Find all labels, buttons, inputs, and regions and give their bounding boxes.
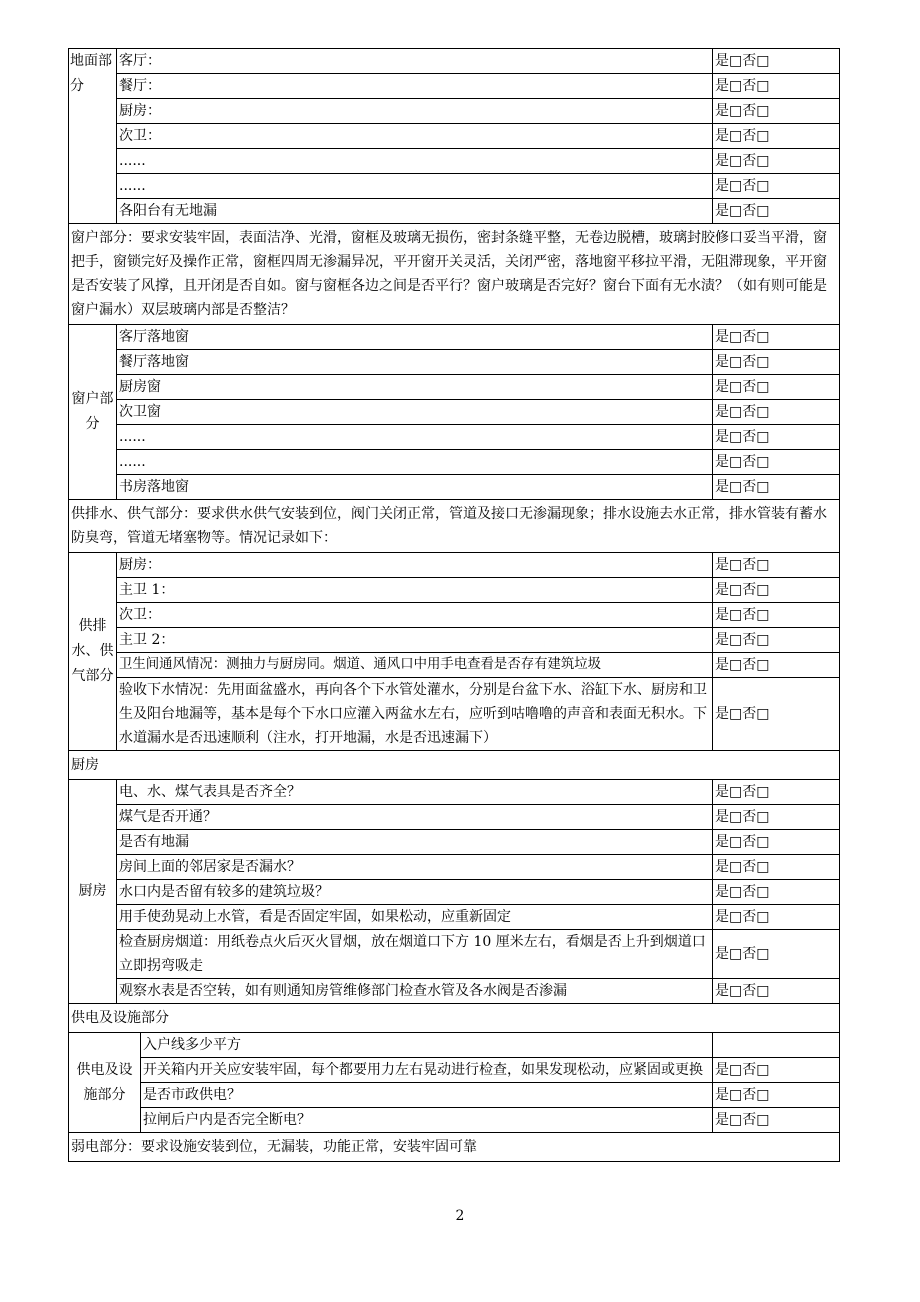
floor-item: 客厅： — [117, 49, 713, 74]
kitchen-section-label: 厨房 — [69, 780, 117, 1004]
yes-no-checkbox[interactable]: 是□否□ — [713, 830, 840, 855]
table-row — [69, 751, 840, 780]
floor-item: 次卫： — [117, 124, 713, 149]
yes-no-checkbox[interactable]: 是□否□ — [713, 124, 840, 149]
yes-no-checkbox[interactable]: 是□否□ — [713, 74, 840, 99]
yes-no-checkbox[interactable]: 是□否□ — [713, 149, 840, 174]
floor-item: ...... — [117, 174, 713, 199]
floor-item: ...... — [117, 149, 713, 174]
kitchen-header: 厨房 — [69, 751, 840, 780]
kitchen-item: 煤气是否开通？ — [117, 805, 713, 830]
window-section-label: 窗户部分 — [69, 325, 117, 500]
kitchen-item: 观察水表是否空转，如有则通知房管维修部门检查水管及各水阀是否渗漏 — [117, 979, 713, 1004]
plumbing-requirements: 供排水、供气部分：要求供水供气安装到位，阀门关闭正常，管道及接口无渗漏现象；排水设施去水正常，排水管装有蓄水防臭弯，管道无堵塞物等。情况记录如下： — [69, 500, 840, 553]
table-row — [69, 325, 840, 350]
page-number: 2 — [455, 1208, 465, 1224]
plumbing-item: 验收下水情况：先用面盆盛水，再向各个下水管处灌水，分别是台盆下水、浴缸下水、厨房和卫生及阳台地漏等，基本是每个下水口应灌入两盆水左右，应听到咕噜噜的声音和表面无积水。下水道漏水是否迅速顺利（注水，打开地漏，水是否迅速漏下） — [117, 678, 713, 751]
yes-no-checkbox[interactable]: 是□否□ — [713, 475, 840, 500]
table-row — [69, 350, 840, 375]
table-row — [69, 99, 840, 124]
yes-no-checkbox[interactable]: 是□否□ — [713, 325, 840, 350]
table-row — [69, 1083, 840, 1108]
window-item: ...... — [117, 450, 713, 475]
yes-no-checkbox[interactable]: 是□否□ — [713, 780, 840, 805]
plumbing-item: 主卫 2： — [117, 628, 713, 653]
yes-no-checkbox[interactable]: 是□否□ — [713, 350, 840, 375]
plumbing-item: 卫生间通风情况：测抽力与厨房同。烟道、通风口中用手电查看是否存有建筑垃圾 — [117, 653, 713, 678]
table-row — [69, 1133, 840, 1162]
table-row — [69, 174, 840, 199]
table-row — [69, 905, 840, 930]
table-row — [69, 979, 840, 1004]
yes-no-checkbox[interactable]: 是□否□ — [713, 905, 840, 930]
power-header: 供电及设施部分 — [69, 1004, 840, 1033]
table-row — [69, 500, 840, 553]
power-item: 是否市政供电？ — [141, 1083, 713, 1108]
power-section-label: 供电及设施部分 — [69, 1033, 141, 1133]
plumbing-item: 主卫 1： — [117, 578, 713, 603]
inspection-table — [68, 48, 840, 1162]
kitchen-item: 检查厨房烟道：用纸卷点火后灭火冒烟，放在烟道口下方 10 厘米左右，看烟是否上升到烟道口立即拐弯吸走 — [117, 930, 713, 979]
window-item: 餐厅落地窗 — [117, 350, 713, 375]
yes-no-checkbox[interactable]: 是□否□ — [713, 653, 840, 678]
table-row — [69, 74, 840, 99]
floor-item: 各阳台有无地漏 — [117, 199, 713, 224]
table-row — [69, 930, 840, 979]
yes-no-checkbox[interactable]: 是□否□ — [713, 855, 840, 880]
table-row — [69, 1108, 840, 1133]
table-row — [69, 224, 840, 325]
kitchen-item: 房间上面的邻居家是否漏水？ — [117, 855, 713, 880]
table-row — [69, 400, 840, 425]
kitchen-item: 电、水、煤气表具是否齐全？ — [117, 780, 713, 805]
yes-no-checkbox[interactable]: 是□否□ — [713, 678, 840, 751]
table-row — [69, 830, 840, 855]
window-item: 厨房窗 — [117, 375, 713, 400]
yes-no-checkbox[interactable]: 是□否□ — [713, 400, 840, 425]
table-row — [69, 199, 840, 224]
table-row — [69, 1004, 840, 1033]
power-item: 拉闸后户内是否完全断电？ — [141, 1108, 713, 1133]
yes-no-checkbox[interactable]: 是□否□ — [713, 805, 840, 830]
window-item: 客厅落地窗 — [117, 325, 713, 350]
table-row — [69, 149, 840, 174]
power-item: 入户线多少平方 — [141, 1033, 713, 1058]
yes-no-checkbox[interactable]: 是□否□ — [713, 578, 840, 603]
table-row — [69, 450, 840, 475]
window-requirements: 窗户部分：要求安装牢固，表面洁净、光滑，窗框及玻璃无损伤，密封条缝平整，无卷边脱槽，玻璃封胶修口妥当平滑，窗把手，窗锁完好及操作正常，窗框四周无渗漏异况，平开窗开关灵活，关闭严密，落地窗平移拉平滑，无阻滞现象，平开窗是否安装了风撑，且开闭是否自如。窗与窗框各边之间是否平行？窗户玻璃是否完好？窗台下面有无水渍？（如有则可能是窗户漏水）双层玻璃内部是否整洁？ — [69, 224, 840, 325]
floor-section-label: 地面部分 — [69, 49, 117, 224]
table-row — [69, 375, 840, 400]
table-row — [69, 678, 840, 751]
window-item: 书房落地窗 — [117, 475, 713, 500]
table-row — [69, 780, 840, 805]
table-row — [69, 603, 840, 628]
plumbing-item: 厨房： — [117, 553, 713, 578]
kitchen-item: 水口内是否留有较多的建筑垃圾？ — [117, 880, 713, 905]
yes-no-checkbox[interactable]: 是□否□ — [713, 375, 840, 400]
floor-item: 厨房： — [117, 99, 713, 124]
plumbing-item: 次卫： — [117, 603, 713, 628]
window-item: ...... — [117, 425, 713, 450]
table-row — [69, 628, 840, 653]
kitchen-item: 用手使劲晃动上水管，看是否固定牢固，如果松动，应重新固定 — [117, 905, 713, 930]
table-row — [69, 855, 840, 880]
window-item: 次卫窗 — [117, 400, 713, 425]
answer-cell[interactable] — [713, 1033, 840, 1058]
yes-no-checkbox[interactable]: 是□否□ — [713, 99, 840, 124]
yes-no-checkbox[interactable]: 是□否□ — [713, 1083, 840, 1108]
yes-no-checkbox[interactable]: 是□否□ — [713, 174, 840, 199]
table-row — [69, 578, 840, 603]
power-item: 开关箱内开关应安装牢固，每个都要用力左右晃动进行检查，如果发现松动，应紧固或更换 — [141, 1058, 713, 1083]
table-row — [69, 653, 840, 678]
yes-no-checkbox[interactable]: 是□否□ — [713, 1058, 840, 1083]
kitchen-item: 是否有地漏 — [117, 830, 713, 855]
yes-no-checkbox[interactable]: 是□否□ — [713, 930, 840, 979]
table-row — [69, 475, 840, 500]
yes-no-checkbox[interactable]: 是□否□ — [713, 880, 840, 905]
inspection-form — [68, 48, 839, 1162]
table-row — [69, 553, 840, 578]
yes-no-checkbox[interactable]: 是□否□ — [713, 628, 840, 653]
table-row — [69, 1033, 840, 1058]
yes-no-checkbox[interactable]: 是□否□ — [713, 553, 840, 578]
table-row — [69, 805, 840, 830]
table-row — [69, 49, 840, 74]
weak-current-requirements: 弱电部分：要求设施安装到位，无漏装，功能正常，安装牢固可靠 — [69, 1133, 840, 1162]
table-row — [69, 880, 840, 905]
yes-no-checkbox[interactable]: 是□否□ — [713, 979, 840, 1004]
table-row — [69, 425, 840, 450]
yes-no-checkbox[interactable]: 是□否□ — [713, 603, 840, 628]
plumbing-section-label: 供排水、供气部分 — [69, 553, 117, 751]
yes-no-checkbox[interactable]: 是□否□ — [713, 1108, 840, 1133]
yes-no-checkbox[interactable]: 是□否□ — [713, 199, 840, 224]
table-row — [69, 124, 840, 149]
yes-no-checkbox[interactable]: 是□否□ — [713, 425, 840, 450]
yes-no-checkbox[interactable]: 是□否□ — [713, 49, 840, 74]
table-row — [69, 1058, 840, 1083]
floor-item: 餐厅： — [117, 74, 713, 99]
yes-no-checkbox[interactable]: 是□否□ — [713, 450, 840, 475]
